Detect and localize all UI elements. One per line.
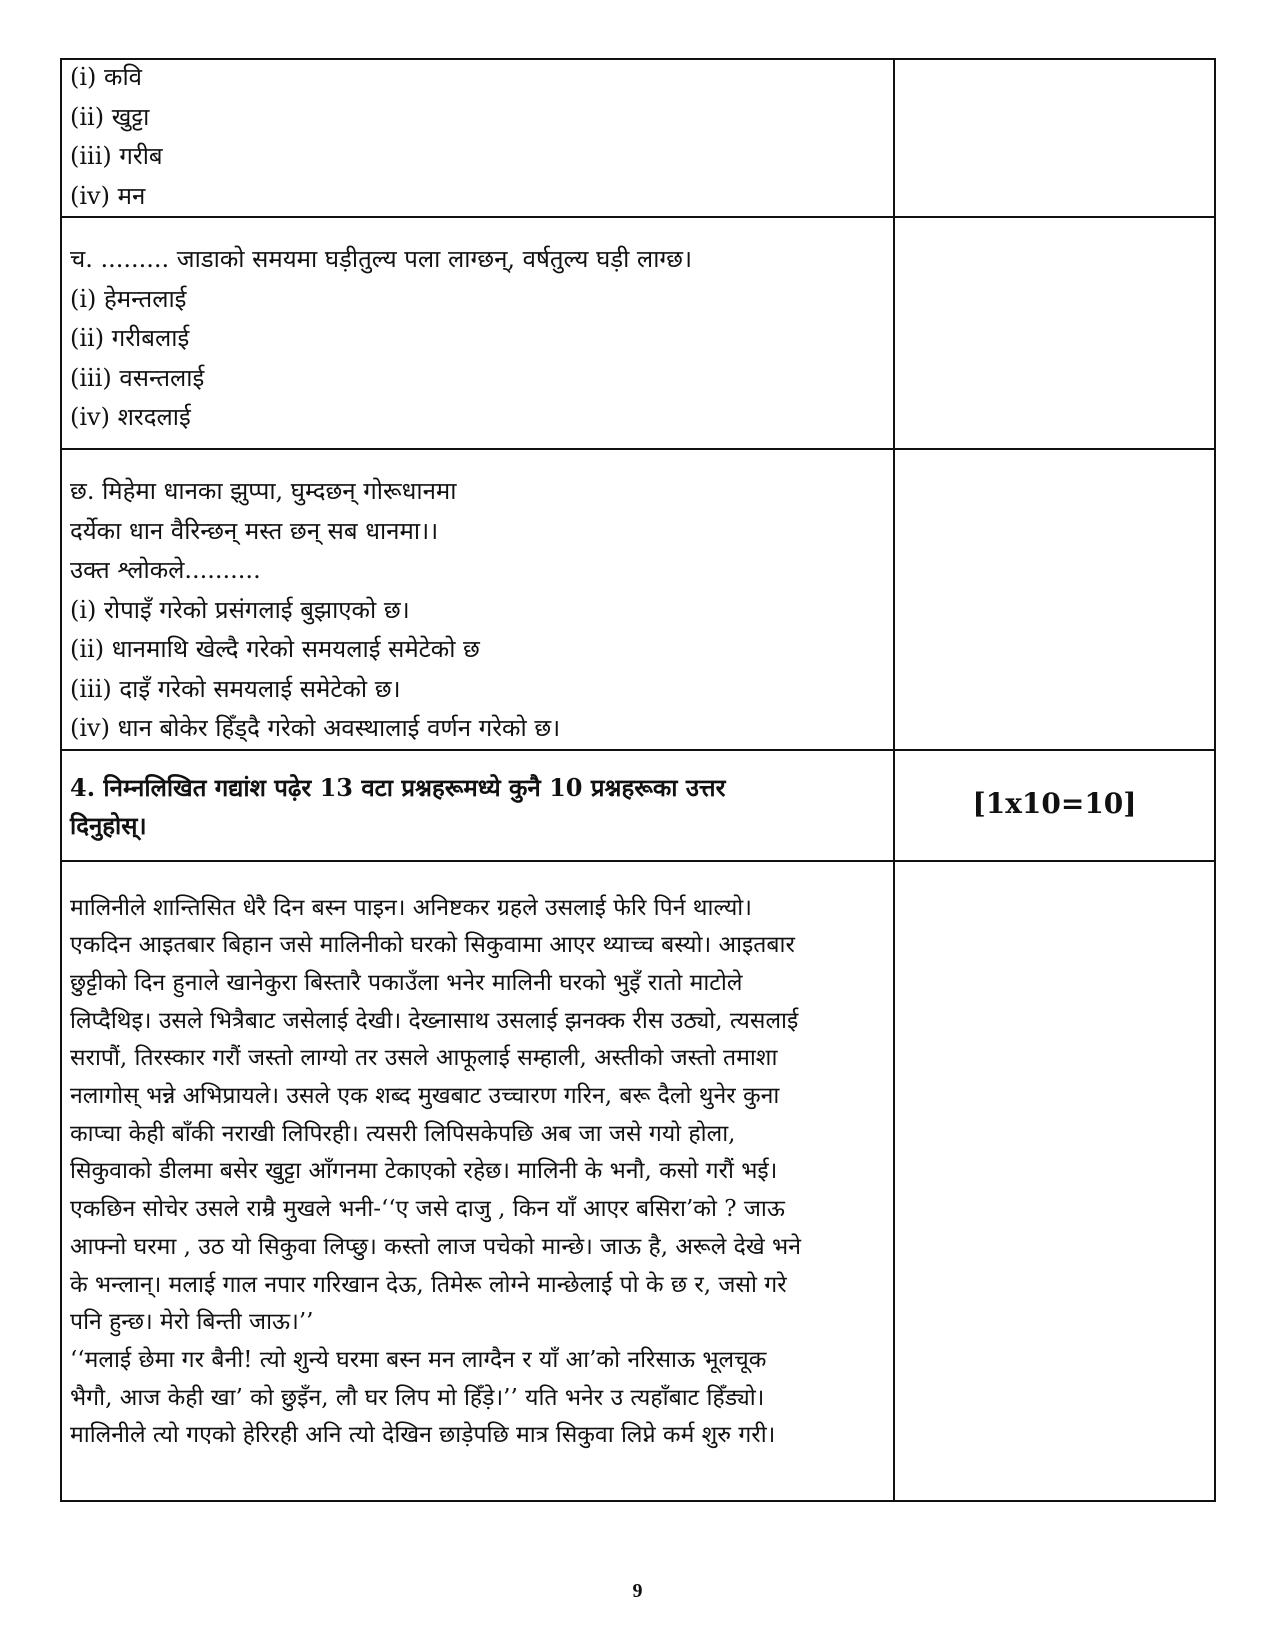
option-2: (ii) धानमाथि खेल्दै गरेको समयलाई समेटेको छ bbox=[70, 635, 480, 663]
question-cell bbox=[61, 59, 894, 217]
verse-line-1: छ. मिहेमा धानका झुप्पा, घुम्दछन् गोरूधानमा bbox=[70, 477, 457, 505]
passage-cell bbox=[61, 861, 894, 1501]
passage-line: एकछिन सोचेर उसले राम्रै मुखले भनी-‘‘ए जसे दाजु , किन याँ आएर बसिरा’को ? जाऊ bbox=[70, 1196, 785, 1223]
question-heading bbox=[70, 769, 885, 845]
question-row-4 bbox=[61, 750, 1215, 861]
option-1: (i) हेमन्तलाई bbox=[70, 284, 187, 313]
option-2: (ii) गरीबलाई bbox=[70, 324, 190, 352]
passage-line: सरापौं, तिरस्कार गरौं जस्तो लाग्यो तर उसले आफूलाई सम्हाली, अस्तीको जस्तो तमाशा bbox=[70, 1045, 778, 1072]
exam-table bbox=[60, 58, 1216, 1502]
marks-cell bbox=[894, 861, 1215, 1501]
question-cell bbox=[61, 217, 894, 449]
passage-line: मालिनीले त्यो गएको हेरिरही अनि त्यो देखिन छाड़ेपछि मात्र सिकुवा लिप्ने कर्म शुरु गरी। bbox=[70, 1422, 776, 1449]
passage-line: छुट्टीको दिन हुनाले खानेकुरा बिस्तारै पकाउँला भनेर मालिनी घरको भुइँ रातो माटोले bbox=[70, 969, 743, 996]
passage-line: भैगौ, आज केही खा’ को छुइँन, लौ घर लिप मो हिँड़े।’’ यति भनेर उ त्यहाँबाट हिँड्यो। bbox=[70, 1384, 765, 1411]
option-4: (iv) धान बोकेर हिँड्दै गरेको अवस्थालाई वर्णन गरेको छ। bbox=[70, 714, 561, 742]
marks-cell bbox=[894, 449, 1215, 750]
page-number: 9 bbox=[632, 1580, 643, 1602]
question-row-ch bbox=[61, 217, 1215, 449]
verse-line-2: दर्येका धान वैरिन्छन् मस्त छन् सब धानमा।। bbox=[70, 516, 439, 545]
passage-line: नलागोस् भन्ने अभिप्रायले। उसले एक शब्द मुखबाट उच्चारण गरिन, बरू दैलो थुनेर कुना bbox=[70, 1083, 780, 1110]
question-heading-line-1: 4. निम्नलिखित गद्यांश पढ़ेर 13 वटा प्रश्नहरूमध्ये कुनै 10 प्रश्नहरूका उत्तर bbox=[70, 772, 726, 802]
marks-cell bbox=[894, 217, 1215, 449]
question-cell bbox=[61, 449, 894, 750]
option-4: (iv) मन bbox=[70, 181, 146, 210]
question-heading-cell bbox=[61, 750, 894, 861]
marks-allocation: [1x10=10] bbox=[972, 786, 1137, 820]
passage-line: मालिनीले शान्तिसित धेरै दिन बस्न पाइन। अनिष्टकर ग्रहले उसलाई फेरि पिर्न थाल्यो। bbox=[70, 894, 752, 921]
question-stem: च. ......... जाडाको समयमा घड़ीतुल्य पला लाग्छन्, वर्षतुल्य घड़ी लाग्छ। bbox=[70, 245, 693, 273]
option-2: (ii) खुट्टा bbox=[70, 102, 150, 131]
passage-line: के भन्लान्। मलाई गाल नपार गरिखान देऊ, तिमेरू लोग्ने मान्छेलाई पो के छ र, जसो गरे bbox=[70, 1271, 787, 1298]
option-3: (iii) वसन्तलाई bbox=[70, 363, 205, 392]
passage-line: आफ्नो घरमा , उठ यो सिकुवा लिप्छु। कस्तो लाज पचेको मान्छे। जाऊ है, अरूले देखे भने bbox=[70, 1233, 801, 1260]
question-prompt: उक्त श्लोकले.......... bbox=[70, 556, 261, 584]
question-row-chh bbox=[61, 449, 1215, 750]
passage-line: सिकुवाको डीलमा बसेर खुट्टा आँगनमा टेकाएको रहेछ। मालिनी के भनौ, कसो गरौं भई। bbox=[70, 1158, 778, 1185]
option-1: (i) रोपाइँ गरेको प्रसंगलाई बुझाएको छ। bbox=[70, 595, 410, 624]
option-3: (iii) दाइँ गरेको समयलाई समेटेको छ। bbox=[70, 674, 401, 703]
option-3: (iii) गरीब bbox=[70, 142, 163, 170]
question-row-e bbox=[61, 59, 1215, 217]
passage-line: काप्चा केही बाँकी नराखी लिपिरही। त्यसरी लिपिसकेपछि अब जा जसे गयो होला, bbox=[70, 1120, 736, 1147]
passage-row bbox=[61, 861, 1215, 1501]
passage-line: एकदिन आइतबार बिहान जसे मालिनीको घरको सिकुवामा आएर थ्याच्च बस्यो। आइतबार bbox=[70, 932, 795, 959]
option-4: (iv) शरदलाई bbox=[70, 403, 191, 431]
passage-line: लिप्दैथिइ। उसले भित्रैबाट जसेलाई देखी। देख्नासाथ उसलाई झनक्क रीस उठ्यो, त्यसलाई bbox=[70, 1007, 799, 1034]
marks-cell bbox=[894, 59, 1215, 217]
passage-line: ‘‘मलाई छेमा गर बैनी! त्यो शुन्ये घरमा बस्न मन लाग्दैन र याँ आ’को नरिसाऊ भूलचूक bbox=[70, 1346, 767, 1373]
passage-line: पनि हुन्छ। मेरो बिन्ती जाऊ।’’ bbox=[70, 1309, 314, 1336]
option-1: (i) कवि bbox=[70, 63, 143, 91]
question-heading-line-2: दिनुहोस्। bbox=[70, 810, 147, 840]
marks-cell bbox=[894, 750, 1215, 861]
